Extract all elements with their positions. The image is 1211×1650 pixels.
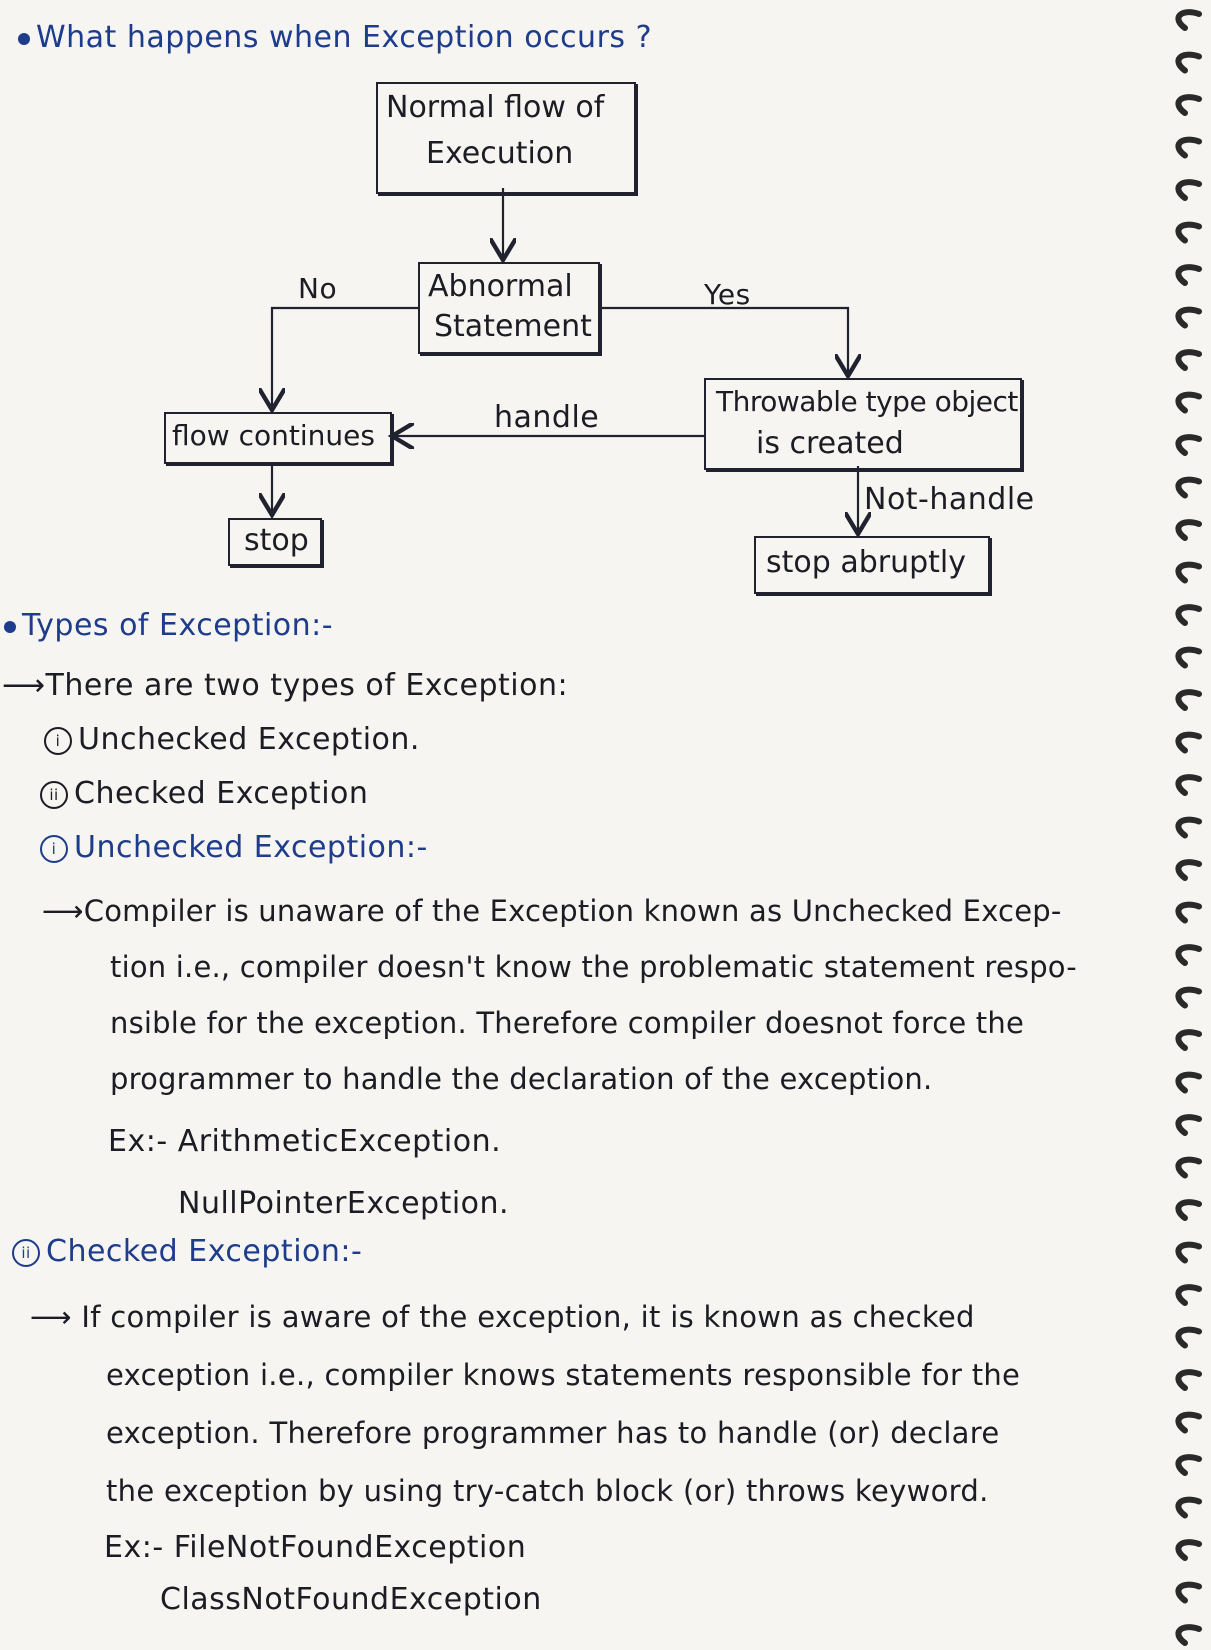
checked-example-1 [104, 1530, 526, 1565]
spiral-ring [1178, 1330, 1199, 1346]
number-circle-icon: ii [40, 781, 68, 809]
spiral-ring [1178, 692, 1199, 708]
box-stop-abruptly [754, 536, 990, 594]
box-stop-abruptly-text: stop abruptly [766, 545, 966, 580]
heading-what-happens-text: What happens when Exception occurs ? [36, 20, 652, 55]
spiral-ring [1178, 1372, 1199, 1388]
spiral-ring [1178, 820, 1199, 836]
spiral-ring [1178, 1160, 1199, 1176]
label-not-handle: Not-handle [864, 482, 1035, 517]
box-flow-continues [164, 412, 392, 464]
types-item-1 [44, 722, 420, 757]
unchecked-line-2: tion i.e., compiler doesn't know the problematic statement respo- [110, 950, 1077, 984]
types-intro-text: There are two types of Exception: [45, 668, 569, 703]
arrow-right-icon: ⟶ [2, 668, 46, 703]
spiral-ring [1178, 1287, 1199, 1303]
spiral-ring [1178, 777, 1199, 793]
box-normal-line1: Normal flow of [386, 90, 605, 125]
number-circle-icon: ii [12, 1239, 40, 1267]
heading-types [4, 608, 333, 643]
spiral-ring [1178, 735, 1199, 751]
heading-checked-text: Checked Exception:- [46, 1234, 363, 1269]
box-normal-line2: Execution [426, 136, 574, 171]
unchecked-line-1 [42, 894, 1062, 928]
spiral-ring [1178, 990, 1199, 1006]
checked-line-2: exception i.e., compiler knows statements responsible for the [106, 1358, 1021, 1392]
types-intro [2, 668, 568, 703]
unchecked-example-1 [108, 1124, 501, 1159]
box-normal-flow [376, 82, 636, 194]
spiral-ring [1178, 1457, 1199, 1473]
box-throwable-line1: Throwable type object [716, 385, 1018, 418]
number-circle-icon: i [44, 727, 72, 755]
box-abnormal-line1: Abnormal [428, 269, 573, 304]
spiral-ring [1178, 905, 1199, 921]
unchecked-line-4: programmer to handle the declaration of the exception. [110, 1062, 933, 1096]
spiral-ring [1178, 947, 1199, 963]
checked-example-2: ClassNotFoundException [160, 1582, 542, 1617]
arrow-right-icon: ⟶ [30, 1300, 72, 1334]
spiral-ring [1178, 1500, 1199, 1516]
spiral-ring [1178, 650, 1199, 666]
unchecked-ex-label: Ex:- [108, 1124, 168, 1159]
box-abnormal-line2: Statement [434, 309, 592, 344]
spiral-ring [1178, 1542, 1199, 1558]
spiral-ring [1178, 1415, 1199, 1431]
bullet-icon [4, 621, 16, 633]
types-item-1-text: Unchecked Exception. [78, 722, 420, 757]
checked-ex1-text: FileNotFoundException [173, 1530, 527, 1565]
unchecked-example-2: NullPointerException. [178, 1186, 510, 1221]
arrow-yes-branch [600, 308, 848, 376]
spiral-ring [1178, 862, 1199, 878]
checked-line-1-text: If compiler is aware of the exception, it is known as checked [81, 1300, 975, 1334]
box-stop-text: stop [244, 523, 309, 558]
types-item-2 [40, 776, 368, 811]
box-abnormal-statement [418, 262, 600, 354]
checked-line-1 [30, 1300, 975, 1334]
arrow-right-icon: ⟶ [42, 894, 84, 928]
unchecked-line-1-text: Compiler is unaware of the Exception known as Unchecked Excep- [83, 894, 1062, 928]
box-throwable-object [704, 378, 1022, 470]
box-flow-continues-text: flow continues [172, 419, 375, 452]
box-throwable-line2: is created [756, 426, 904, 461]
checked-ex-label: Ex:- [104, 1530, 164, 1565]
label-yes: Yes [704, 278, 751, 311]
heading-unchecked-text: Unchecked Exception:- [74, 830, 428, 865]
box-stop [228, 518, 322, 566]
spiral-ring [1178, 1627, 1199, 1643]
checked-line-4: the exception by using try-catch block (or) throws keyword. [106, 1474, 989, 1508]
unchecked-ex1-text: ArithmeticException. [177, 1124, 502, 1159]
unchecked-line-3: nsible for the exception. Therefore compiler doesnot force the [110, 1006, 1024, 1040]
heading-checked [12, 1234, 362, 1269]
spiral-ring [1178, 1202, 1199, 1218]
spiral-ring [1178, 1245, 1199, 1261]
label-no: No [298, 272, 338, 305]
spiral-ring [1178, 1585, 1199, 1601]
heading-types-text: Types of Exception:- [22, 608, 334, 643]
number-circle-icon: i [40, 835, 68, 863]
types-item-2-text: Checked Exception [74, 776, 369, 811]
label-handle: handle [494, 400, 600, 435]
spiral-ring [1178, 1075, 1199, 1091]
spiral-ring [1178, 1032, 1199, 1048]
arrow-no-branch [272, 308, 420, 410]
spiral-ring [1178, 1117, 1199, 1133]
checked-line-3: exception. Therefore programmer has to handle (or) declare [106, 1416, 1000, 1450]
heading-unchecked [40, 830, 428, 865]
